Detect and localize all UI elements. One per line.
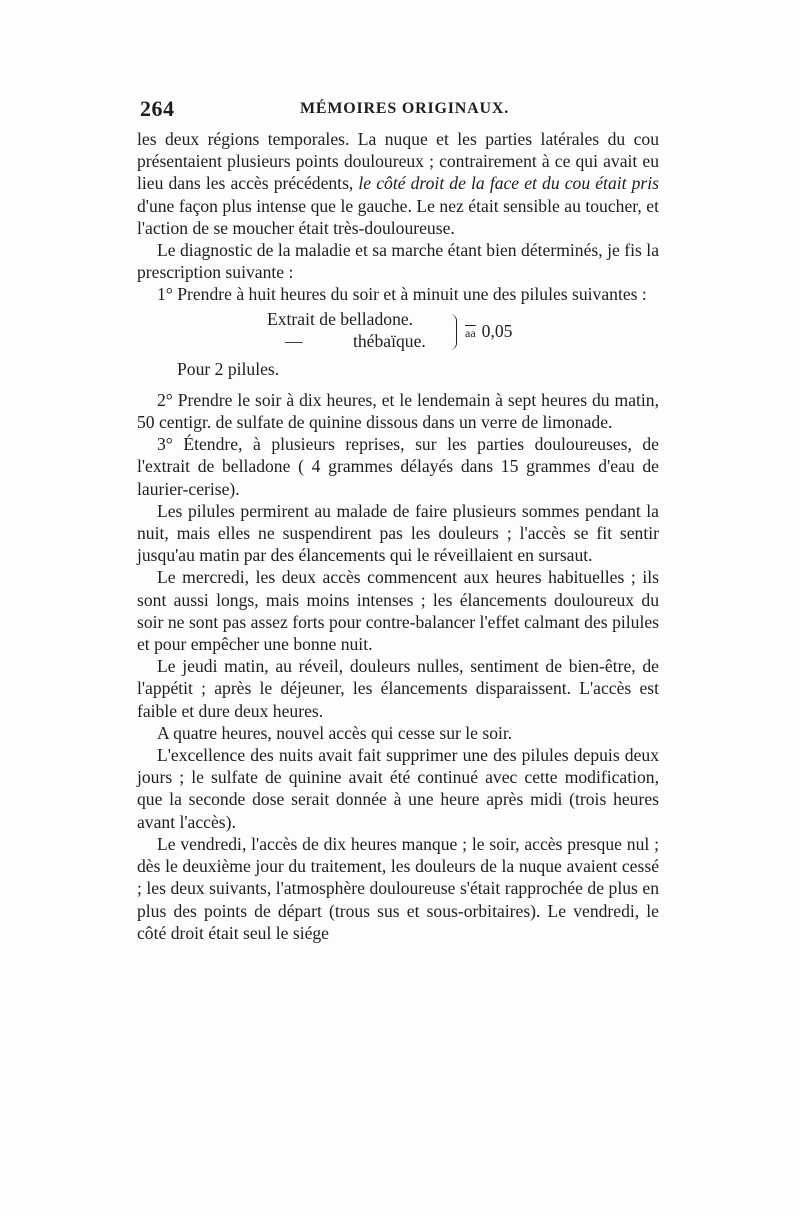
running-head: MÉMOIRES ORIGINAUX. [300,100,509,117]
prescription-formula [137,308,659,358]
formula-aa: $\overline{aa}$ [465,325,476,340]
formula-line-1: Extrait de belladone. [267,308,414,329]
formula-dose [465,320,512,344]
spacer [137,380,659,389]
page-number: 264 [140,96,175,121]
pills-line: Pour 2 pilules. [177,358,280,379]
paragraph-6: Les pilules permirent au malade de faire plusieurs sommes pendant la nuit, mais elles ne suspendirent pas les douleurs ; l'accès se fit sentir jusqu'au matin par des élancements qui le réveillaient en sursaut. [137,500,659,566]
paragraph-11: Le vendredi, l'accès de dix heures manque ; le soir, accès presque nul ; dès le deuxième jour du traitement, les douleurs de la nuque avaient cessé ; les deux suivants, l'atmosphère douloureuse s'était rapprochée de plus en plus des points de départ (trous sus et sous-orbitaires). Le vendredi, le côté droit était seul le siége [137,833,659,943]
paragraph-1 [137,128,659,239]
page-header [140,96,658,126]
paragraph-8: Le jeudi matin, au réveil, douleurs nulles, sentiment de bien-être, de l'appétit ; après le déjeuner, les élancements disparaissent. L'accès est faible et dure deux heures. [137,656,659,721]
paragraph-5: 3° Étendre, à plusieurs reprises, sur les parties douloureuses, de l'extrait de belladone ( 4 grammes délayés dans 15 grammes d'eau de laurier-cerise). [137,434,659,499]
formula-brace [450,314,457,350]
paragraph-9: A quatre heures, nouvel accès qui cesse sur le soir. [157,722,513,743]
formula-dose-value: 0,05 [481,320,513,341]
paragraph-2: Le diagnostic de la maladie et sa marche étant bien déterminés, je fis la prescription suivante : [137,240,659,283]
paragraph-7: Le mercredi, les deux accès commencent aux heures habituelles ; ils sont aussi longs, mais moins intenses ; les élancements douloureux du soir ne sont pas assez forts pour contre-balancer l'effet calmant des pilules et pour empêcher une bonne nuit. [137,567,659,655]
paragraph-3: 1° Prendre à huit heures du soir et à minuit une des pilules suivantes : [157,284,647,305]
paragraph-1-text-a: les deux régions temporales. La nuque et les parties latérales du cou présentaient plusieurs points douloureux ; contrairement à ce qui avait eu lieu dans les accès précédents, [137,129,659,194]
formula-ditto-dash: — [285,330,303,351]
paragraph-10: L'excellence des nuits avait fait supprimer une des pilules depuis deux jours ; le sulfate de quinine avait été continué avec cette modification, que la seconde dose serait donnée à une heure après midi (trois heures avant l'accès). [137,745,659,832]
paragraph-1-text-b: d'une façon plus intense que le gauche. Le nez était sensible au toucher, et l'action de se moucher était très-douloureuse. [137,195,659,238]
paragraph-4: 2° Prendre le soir à dix heures, et le lendemain à sept heures du matin, 50 centigr. de sulfate de quinine dissous dans un verre de limonade. [137,389,659,433]
paragraph-1-italic: le côté droit de la face et du cou était pris [358,173,659,194]
body-text [137,128,659,944]
formula-line-2: thébaïque. [353,330,426,351]
